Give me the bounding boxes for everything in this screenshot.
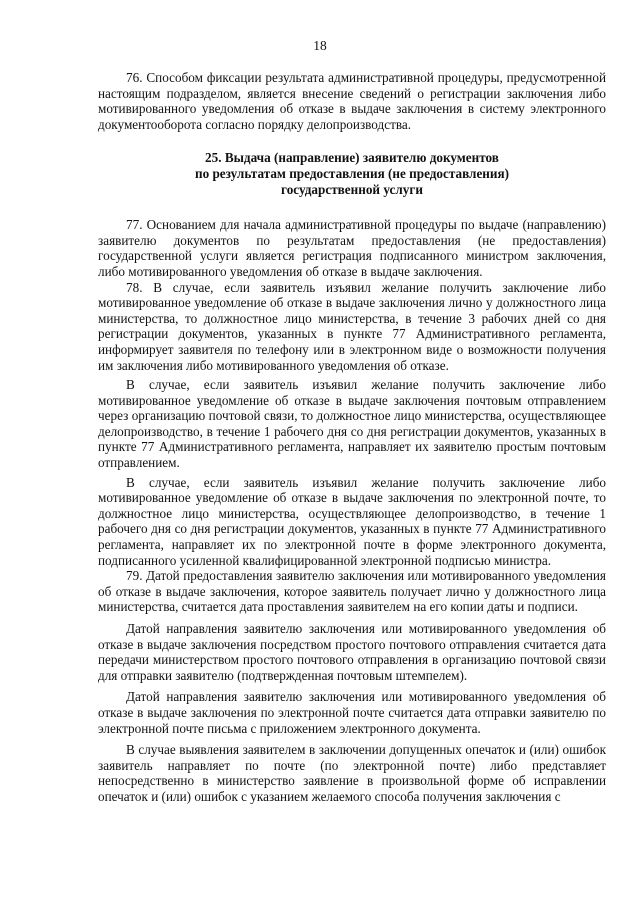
section-heading bbox=[98, 150, 606, 197]
paragraph-78-email: В случае, если заявитель изъявил желание получить заключение либо мотивированное уведомление об отказе в выдаче заключения по электронной почте, то должностное лицо министерства, осуществляющее делопроизводство, в течение 1 рабочего дня со дня регистрации документов, указанных в пункте 77 Административного регламента, направляет их по электронной почте в форме электронного документа, подписанного усиленной квалифицированной электронной подписью министра. bbox=[98, 474, 606, 568]
paragraph-79: 79. Датой предоставления заявителю заключения или мотивированного уведомления об отказе в выдаче заключения, которое заявитель получает лично у должностного лица министерства, считается дата проставления заявителем на его копии даты и подписи. bbox=[98, 568, 606, 615]
document-body bbox=[98, 70, 606, 805]
section-heading-line-2: по результатам предоставления (не предоставления) bbox=[194, 165, 510, 181]
paragraph-79-email: Датой направления заявителю заключения или мотивированного уведомления об отказе в выдаче заключения по электронной почте считается дата отправки заявителю по электронной почте письма с приложением электронного документа. bbox=[98, 689, 606, 736]
page-number: 18 bbox=[313, 38, 327, 53]
paragraph-78: 78. В случае, если заявитель изъявил желание получить заключение либо мотивированное уведомление об отказе в выдаче заключения лично у должностного лица министерства, то должностное лицо министерства, в течение 3 рабочих дней со дня регистрации документов, указанных в пункте 77 Административного регламента, информирует заявителя по телефону или в электронном виде о возможности получения им заключения либо мотивированного уведомления об отказе. bbox=[98, 279, 606, 373]
paragraph-76: 76. Способом фиксации результата административной процедуры, предусмотренной настоящим подразделом, является внесение сведений о регистрации заключения либо мотивированного уведомления об отказе в выдаче заключения в систему электронного документооборота согласно порядку делопроизводства. bbox=[98, 70, 606, 132]
paragraph-77: 77. Основанием для начала административной процедуры по выдаче (направлению) заявителю документов по результатам предоставления (не предоставления) государственной услуги является регистрация подписанного министром заключения, либо мотивированного уведомления об отказе в выдаче заключения. bbox=[98, 217, 606, 279]
paragraph-79-errors: В случае выявления заявителем в заключении допущенных опечаток и (или) ошибок заявитель направляет по почте (по электронной почте) либо представляет непосредственно в министерство заявление в произвольной форме об исправлении опечаток и (или) ошибок с указанием желаемого способа получения заключения с bbox=[98, 742, 606, 804]
section-heading-line-1: 25. Выдача (направление) заявителю документов bbox=[205, 150, 499, 166]
paragraph-78-mail: В случае, если заявитель изъявил желание получить заключение либо мотивированное уведомление об отказе в выдаче заключения почтовым отправлением через организацию почтовой связи, то должностное лицо министерства, осуществляющее делопроизводство, в течение 1 рабочего дня со дня регистрации документов, указанных в пункте 77 Административного регламента, направляет их заявителю простым почтовым отправлением. bbox=[98, 377, 606, 471]
paragraph-79-mail: Датой направления заявителю заключения или мотивированного уведомления об отказе в выдаче заключения посредством простого почтового отправления считается дата передачи министерством простого почтового отправления в организацию почтовой связи для отправки заявителю (подтвержденная почтовым штемпелем). bbox=[98, 621, 606, 683]
section-heading-line-3: государственной услуги bbox=[281, 181, 423, 197]
